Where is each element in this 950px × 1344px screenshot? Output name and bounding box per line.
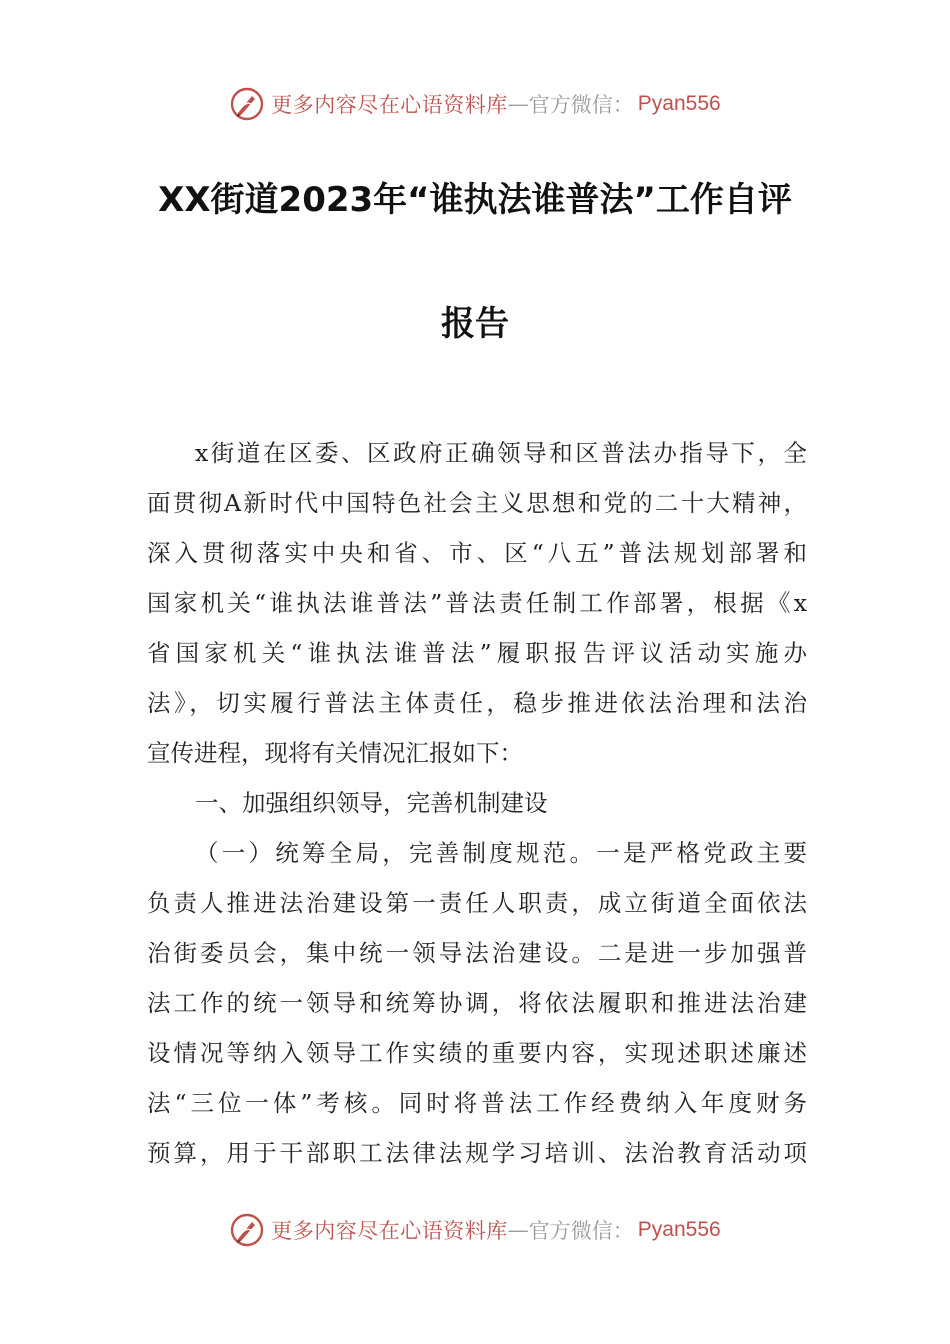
banner-site-text: 更多内容尽在心语资料库 [271,1219,508,1243]
banner-separator: — [507,92,529,116]
banner-wechat-id: Pyan556 [637,1218,721,1241]
banner-wechat-label: 官方微信： [528,93,634,117]
document-title-line-1: XX街道2023年“谁执法谁普法”工作自评 [158,180,792,220]
body-line: x街道在区委、区政府正确领导和区普法办指导下，全 [195,439,807,467]
body-line: 负责人推进法治建设第一责任人职责，成立街道全面依法 [147,889,807,917]
body-line: 治街委员会，集中统一领导法治建设。二是进一步加强普 [147,939,807,967]
banner-wechat-label: 官方微信： [528,1219,634,1243]
banner-wechat-id: Pyan556 [637,92,721,115]
header-banner [0,82,950,126]
banner-separator: — [507,1218,529,1242]
body-line: 面贯彻A新时代中国特色社会主义思想和党的二十大精神， [147,489,807,517]
body-line: 设情况等纳入领导工作实绩的重要内容，实现述职述廉述 [147,1039,807,1067]
footer-banner [0,1208,950,1252]
body-line: 法“三位一体”考核。同时将普法工作经费纳入年度财务 [147,1089,807,1117]
body-line: 深入贯彻落实中央和省、市、区“八五”普法规划部署和 [147,539,807,567]
document-body [147,428,807,1178]
body-line: 法工作的统一领导和统筹协调，将依法履职和推进法治建 [147,989,807,1017]
pen-circle-logo-icon [229,1212,265,1248]
body-line: （一）统筹全局，完善制度规范。一是严格党政主要 [195,839,807,867]
body-line: 省国家机关“谁执法谁普法”履职报告评议活动实施办 [147,639,807,667]
body-line: 法》，切实履行普法主体责任，稳步推进依法治理和法治 [147,689,807,717]
pen-circle-logo-icon [229,86,265,122]
body-line: 国家机关“谁执法谁普法”普法责任制工作部署，根据《x [147,589,807,617]
body-line: 宣传进程，现将有关情况汇报如下： [147,739,523,767]
document-title-line-2: 报告 [441,304,509,344]
section-heading: 一、加强组织领导，完善机制建设 [195,789,548,817]
body-line: 预算，用于干部职工法律法规学习培训、法治教育活动项 [147,1139,807,1167]
banner-site-text: 更多内容尽在心语资料库 [271,93,508,117]
